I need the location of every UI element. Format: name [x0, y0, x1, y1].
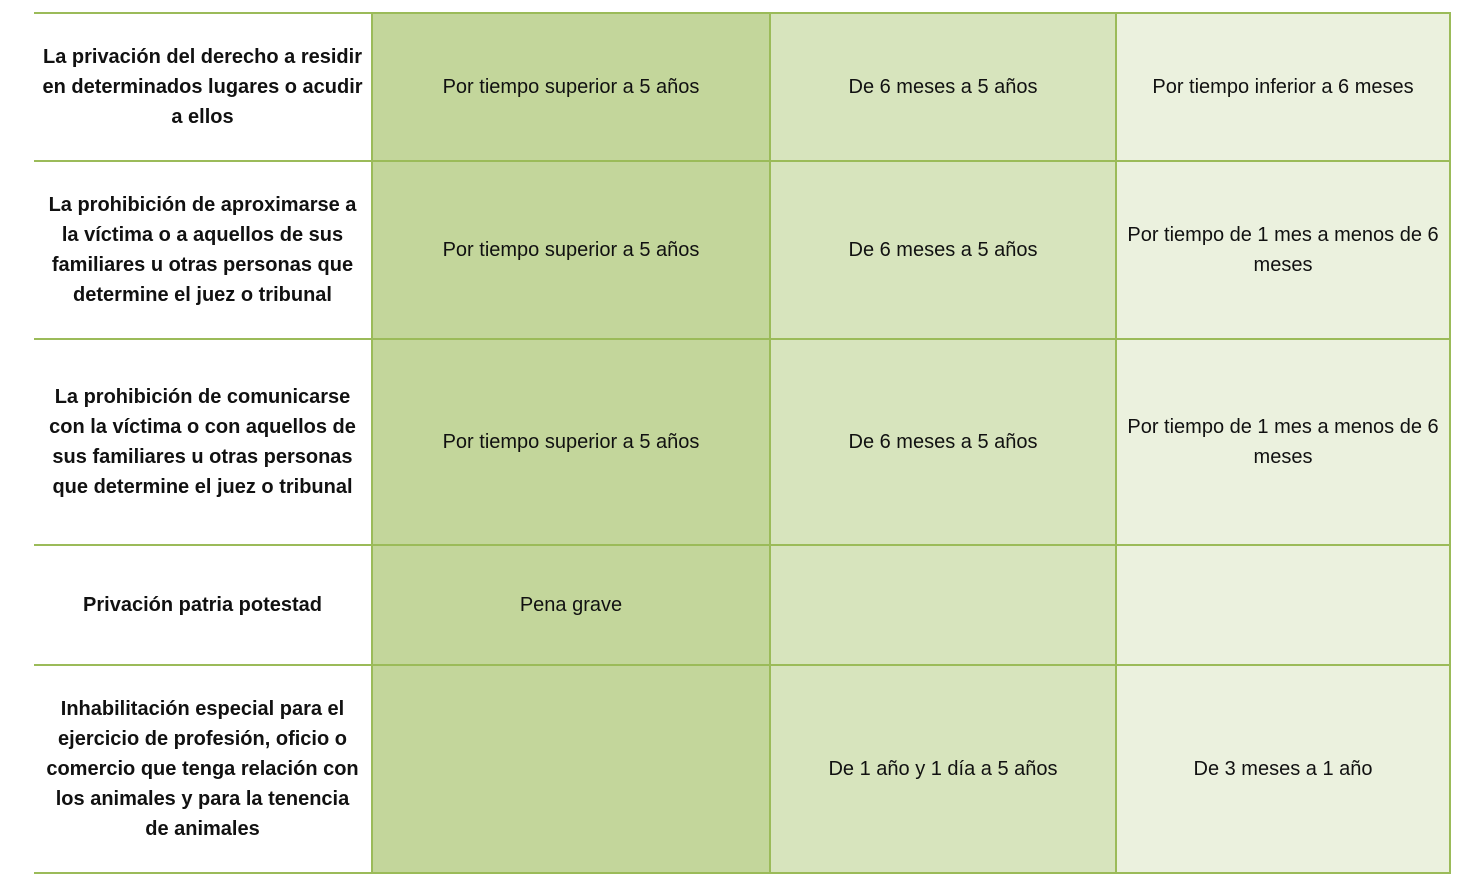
less-grave-penalty-cell: De 6 meses a 5 años	[770, 161, 1116, 339]
minor-penalty-cell: Por tiempo inferior a 6 meses	[1116, 13, 1450, 161]
table-row	[34, 161, 1450, 339]
row-label: La prohibición de aproximarse a la víctima o a aquellos de sus familiares u otras personas que determine el juez o tribunal	[34, 161, 372, 339]
less-grave-penalty-cell: De 1 año y 1 día a 5 años	[770, 665, 1116, 873]
minor-penalty-cell: Por tiempo de 1 mes a menos de 6 meses	[1116, 339, 1450, 545]
less-grave-penalty-cell: De 6 meses a 5 años	[770, 13, 1116, 161]
table-row	[34, 545, 1450, 665]
less-grave-penalty-cell	[770, 545, 1116, 665]
penalty-table	[34, 12, 1451, 874]
less-grave-penalty-cell: De 6 meses a 5 años	[770, 339, 1116, 545]
table-row	[34, 339, 1450, 545]
minor-penalty-cell: De 3 meses a 1 año	[1116, 665, 1450, 873]
minor-penalty-cell	[1116, 545, 1450, 665]
row-label: La privación del derecho a residir en determinados lugares o acudir a ellos	[34, 13, 372, 161]
table-row	[34, 13, 1450, 161]
grave-penalty-cell: Por tiempo superior a 5 años	[372, 339, 770, 545]
minor-penalty-cell: Por tiempo de 1 mes a menos de 6 meses	[1116, 161, 1450, 339]
table-row	[34, 665, 1450, 873]
grave-penalty-cell: Por tiempo superior a 5 años	[372, 161, 770, 339]
grave-penalty-cell: Pena grave	[372, 545, 770, 665]
row-label: Privación patria potestad	[34, 545, 372, 665]
grave-penalty-cell	[372, 665, 770, 873]
row-label: La prohibición de comunicarse con la víctima o con aquellos de sus familiares u otras personas que determine el juez o tribunal	[34, 339, 372, 545]
grave-penalty-cell: Por tiempo superior a 5 años	[372, 13, 770, 161]
row-label: Inhabilitación especial para el ejercicio de profesión, oficio o comercio que tenga relación con los animales y para la tenencia de animales	[34, 665, 372, 873]
